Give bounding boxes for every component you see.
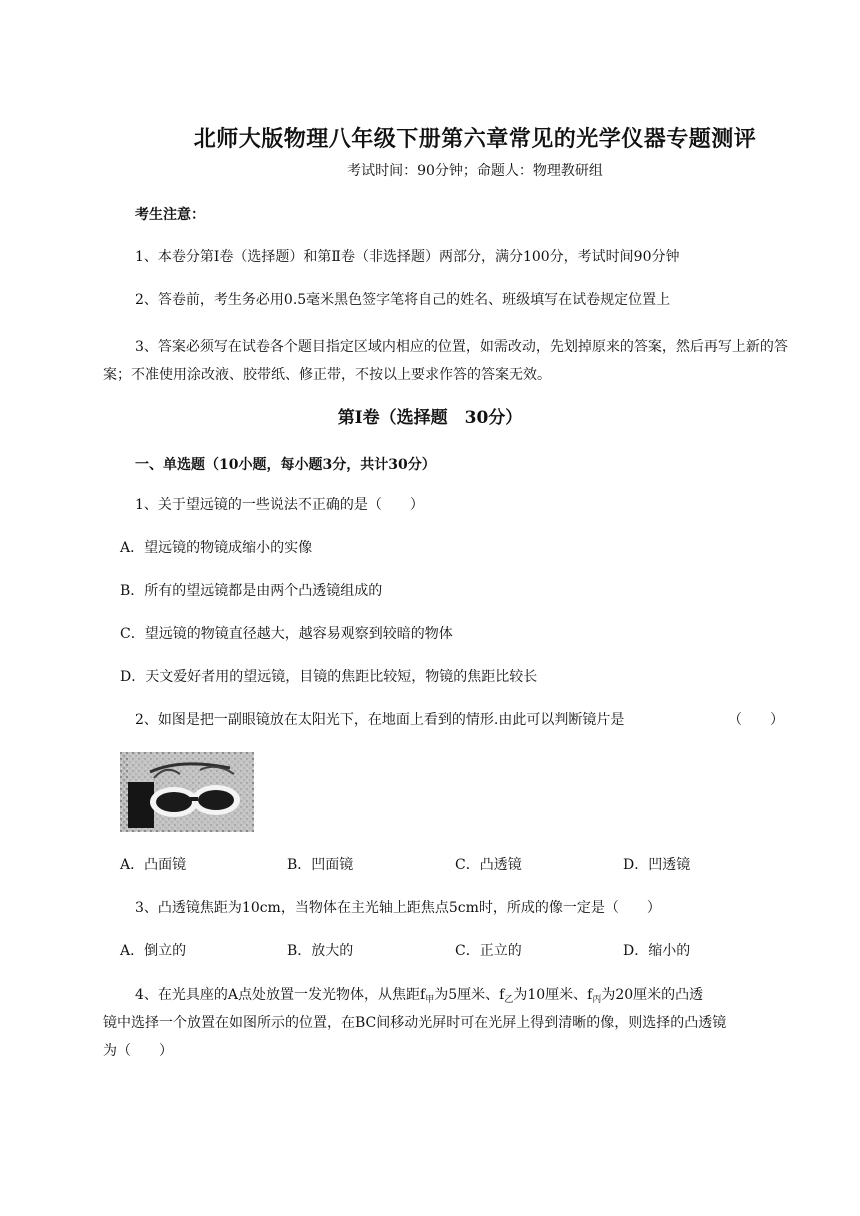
question-4-line-1 xyxy=(135,985,703,1010)
notice-heading: 考生注意： xyxy=(135,207,205,223)
glasses-shadow-image xyxy=(120,752,254,832)
notice-item-1: 1、本卷分第Ⅰ卷（选择题）和第Ⅱ卷（非选择题）两部分，满分100分，考试时间90分钟 xyxy=(135,249,680,265)
subscript-bing: 丙 xyxy=(592,995,602,1005)
question-1-option-a: A．望远镜的物镜成缩小的实像 xyxy=(120,540,313,556)
notice-item-3: 3、答案必须写在试卷各个题目指定区域内相应的位置，如需改动，先划掉原来的答案，然后再写上新的答案；不准使用涂改液、胶带纸、修正带，不按以上要求作答的答案无效。 xyxy=(103,339,788,383)
question-4-text-c: 为10厘米、f xyxy=(513,987,593,1003)
exam-info: 考试时间：90分钟；命题人：物理教研组 xyxy=(347,163,603,179)
question-1-option-d: D．天文爱好者用的望远镜，目镜的焦距比较短，物镜的焦距比较长 xyxy=(120,669,538,685)
page-title: 北师大版物理八年级下册第六章常见的光学仪器专题测评 xyxy=(193,126,757,152)
question-3-option-d: D．缩小的 xyxy=(623,943,691,959)
question-2-option-b: B．凹面镜 xyxy=(287,857,354,873)
question-2-option-c: C．凸透镜 xyxy=(455,857,522,873)
question-2-option-d: D．凹透镜 xyxy=(623,857,691,873)
question-1-option-b: B．所有的望远镜都是由两个凸透镜组成的 xyxy=(120,583,383,599)
question-4-text-b: 为5厘米、f xyxy=(434,987,505,1003)
question-4-text-a: 4、在光具座的A点处放置一发光物体，从焦距f xyxy=(135,987,426,1003)
question-4-text-d: 为20厘米的凸透 xyxy=(601,987,704,1003)
section-heading: 一、单选题（10小题，每小题3分，共计30分） xyxy=(135,457,436,473)
question-2-option-a: A．凸面镜 xyxy=(120,857,187,873)
question-1-option-c: C．望远镜的物镜直径越大，越容易观察到较暗的物体 xyxy=(120,626,453,642)
question-2-paren: （ ） xyxy=(728,712,784,728)
part1-title: 第Ⅰ卷（选择题 30分） xyxy=(337,408,523,428)
question-3-option-c: C．正立的 xyxy=(455,943,522,959)
question-4-line-2: 镜中选择一个放置在如图所示的位置，在BC间移动光屏时可在光屏上得到清晰的像，则选择的凸透镜 xyxy=(103,1015,727,1031)
question-1-stem: 1、关于望远镜的一些说法不正确的是（ ） xyxy=(135,497,424,513)
question-2-stem: 2、如图是把一副眼镜放在太阳光下，在地面上看到的情形.由此可以判断镜片是 xyxy=(135,712,625,728)
subscript-yi: 乙 xyxy=(504,995,514,1005)
subscript-jia: 甲 xyxy=(425,995,435,1005)
question-3-option-b: B．放大的 xyxy=(287,943,354,959)
question-3-option-a: A．倒立的 xyxy=(120,943,187,959)
notice-item-2: 2、答卷前，考生务必用0.5毫米黑色签字笔将自己的姓名、班级填写在试卷规定位置上 xyxy=(135,292,671,308)
question-3-stem: 3、凸透镜焦距为10cm，当物体在主光轴上距焦点5cm时，所成的像一定是（ ） xyxy=(135,900,661,916)
question-4-line-3: 为（ ） xyxy=(103,1043,173,1059)
glasses-shadow-figure xyxy=(120,752,254,832)
